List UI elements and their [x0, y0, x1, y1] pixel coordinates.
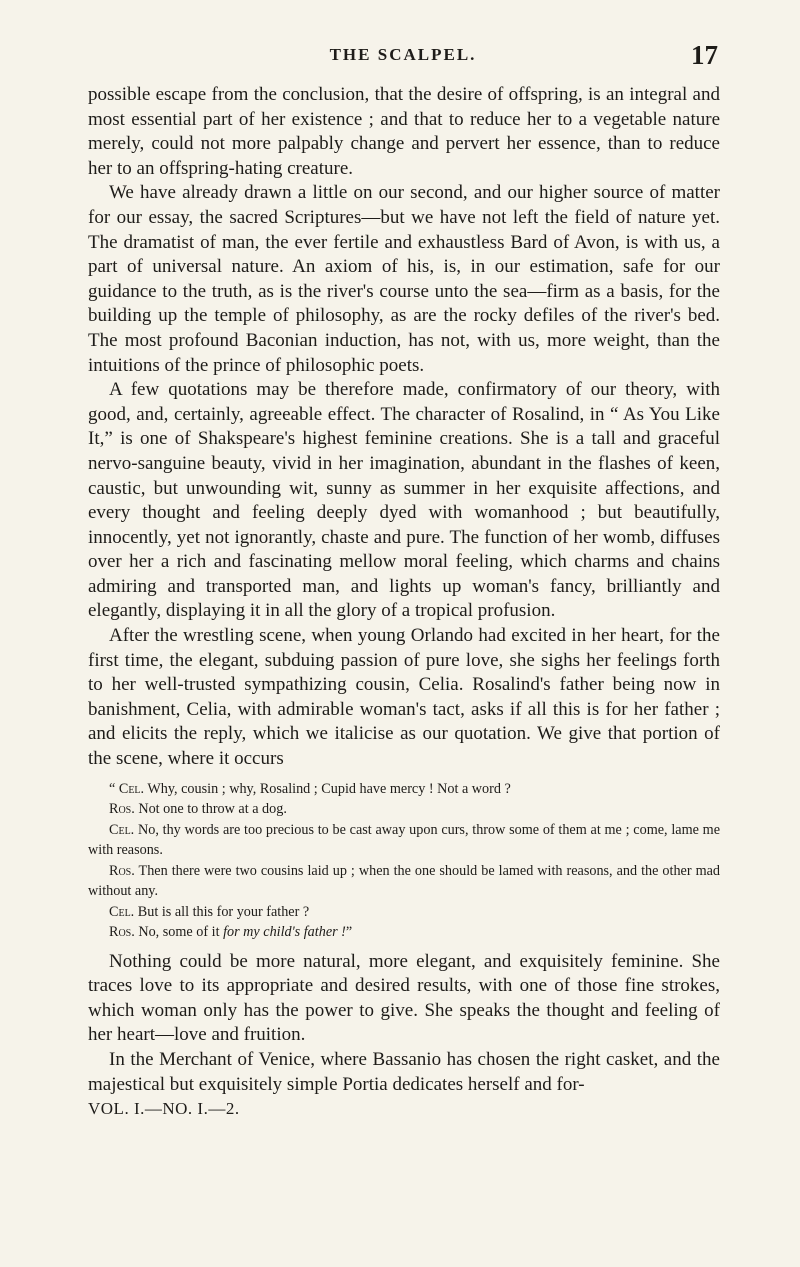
speaker-name: Ros.: [109, 801, 135, 818]
signature-footer: VOL. I.—NO. I.—2.: [88, 1099, 240, 1119]
running-title: THE SCALPEL.: [329, 45, 477, 64]
paragraph-3: A few quotations may be therefore made, confirmatory of our theory, with good, and, certainly, agreeable effect. The character of Rosalind, in “ As You Like It,” is one of Shakspeare's highest feminine creations. She is a tall and graceful nervo-sanguine beauty, vivid in her imagination, abundant in the flashes of keen, caustic, but unwounding wit, sunny as summer in her exquisite affections, and every thought and feeling deeply dyed with womanhood ; but beautifully, innocently, yet not ignorantly, chaste and pure. The function of her womb, diffuses over her a rich and fascinating mellow moral feeling, which charms and chains admiring and transported man, and lights up woman's fancy, brilliantly and elegantly, displaying it in all the glory of a tropical profusion.: [88, 379, 720, 622]
quote-line: [88, 820, 720, 861]
paragraph-5: Nothing could be more natural, more elegant, and exquisitely feminine. She traces love to its appropriate and desired results, with one of those fine strokes, which woman only has the power to give. She speaks the thought and feeling of her heart—love and fruition.: [88, 950, 720, 1046]
quote-close-mark: ”: [345, 924, 353, 941]
quote-speech: But is all this for your father ?: [134, 903, 310, 920]
body-text: [88, 83, 720, 1121]
quote-speech: Not one to throw at a dog.: [134, 801, 287, 818]
speaker-name: Ros.: [109, 862, 135, 879]
speaker-name: Cel.: [109, 903, 135, 920]
paragraph-1: possible escape from the conclusion, that the desire of offspring, is an integral and most essential part of her existence ; and that to reduce her to a vegetable nature merely, could not more palpably change and pervert her essence, than to reduce her to an offspring-hating creature.: [88, 84, 720, 179]
quote-speech: No, thy words are too precious to be cast away upon curs, throw some of them at me ; come, lame me with reasons.: [88, 821, 720, 859]
play-quotation: [88, 779, 720, 943]
quote-line: [88, 861, 720, 902]
quote-open-mark: “: [109, 780, 119, 797]
speaker-name: Cel.: [109, 821, 135, 838]
paragraph-4: After the wrestling scene, when young Orlando had excited in her heart, for the first time, the elegant, subduing passion of pure love, she sighs her feelings forth to her well-trusted sympathizing cousin, Celia. Rosalind's father being now in banishment, Celia, with admirable woman's tact, asks if all this is for her father ; and elicits the reply, which we italicise as our quotation. We give that portion of the scene, where it occurs: [88, 625, 720, 770]
quote-speech: Why, cousin ; why, Rosalind ; Cupid have mercy ! Not a word ?: [144, 780, 511, 797]
quote-speech: No, some of it: [134, 924, 224, 941]
quote-line: [88, 779, 720, 800]
quote-line: [88, 799, 720, 820]
running-head: [88, 40, 718, 68]
paragraph-6: In the Merchant of Venice, where Bassanio has chosen the right casket, and the majestical but exquisitely simple Portia dedicates herself and for-: [88, 1049, 720, 1095]
italicised-reply: for my child's father !: [223, 924, 346, 941]
quote-speech: Then there were two cousins laid up ; when the one should be lamed with reasons, and the other mad without any.: [88, 862, 720, 900]
speaker-name: Ros.: [109, 924, 135, 941]
quote-line: [88, 902, 720, 923]
quote-line: [88, 922, 720, 943]
paragraph-2: We have already drawn a little on our second, and our higher source of matter for our essay, the sacred Scriptures—but we have not left the field of nature yet. The dramatist of man, the ever fertile and exhaustless Bard of Avon, is with us, a part of universal nature. An axiom of his, is, in our estimation, safe for our guidance to the truth, as is the river's course unto the sea—firm as a basis, for the building up the temple of philosophy, as are the rocky defiles of the river's bed. The most profound Baconian induction, has not, with us, more weight, than the intuitions of the prince of philosophic poets.: [88, 182, 720, 376]
speaker-name: Cel.: [118, 780, 145, 797]
page-number: 17: [691, 40, 718, 70]
